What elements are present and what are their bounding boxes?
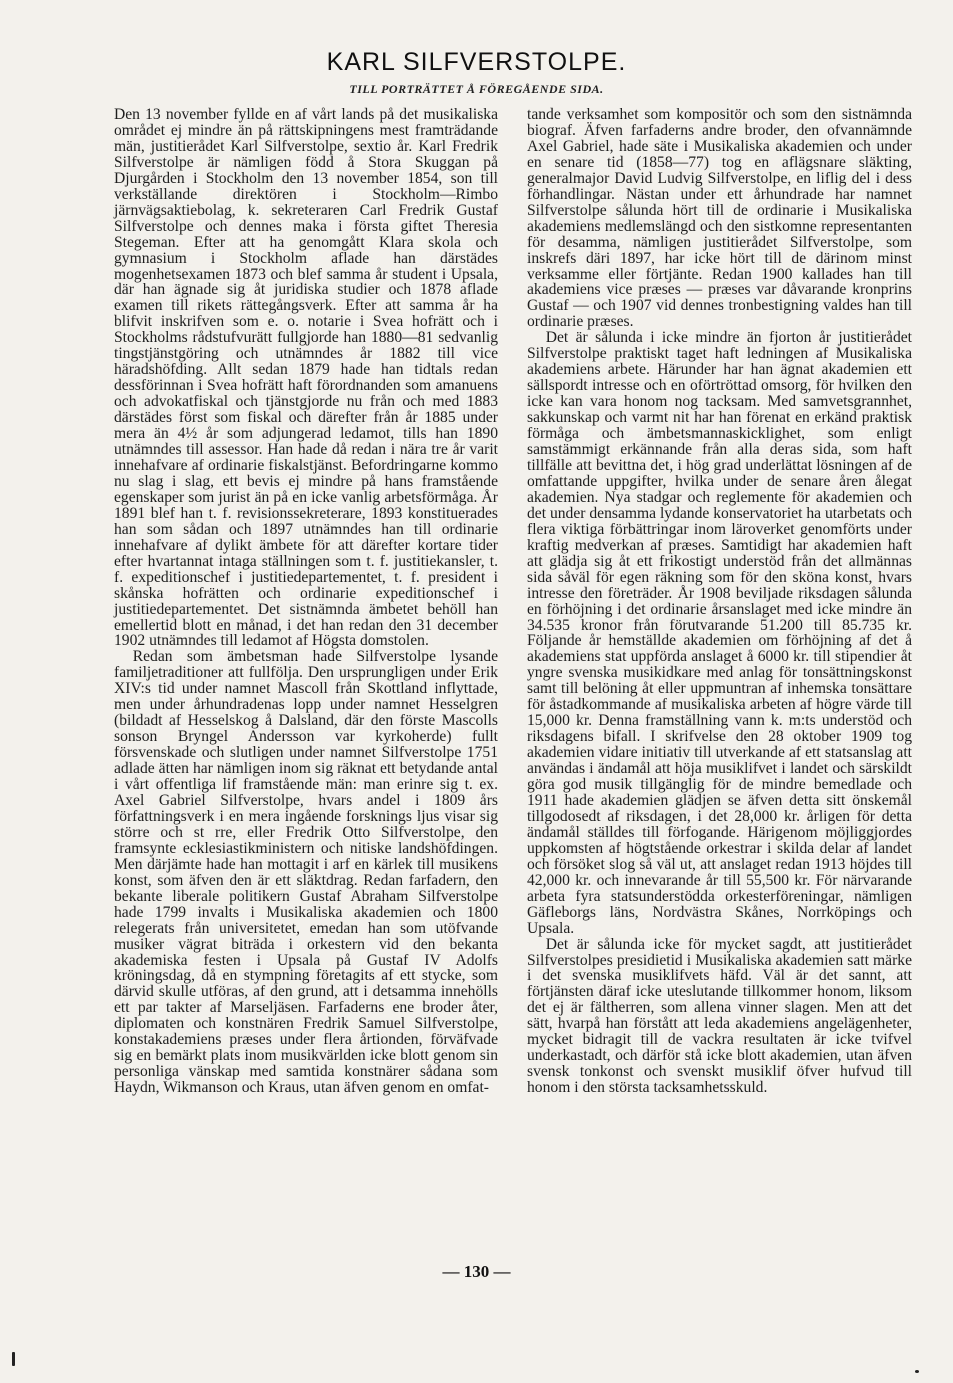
left-column [114, 107, 498, 1096]
print-speck [12, 1352, 15, 1366]
page-number: — 130 — [442, 1262, 511, 1281]
article-subtitle: TILL PORTRÄTTET Å FÖREGÅENDE SIDA. [349, 82, 604, 96]
right-column [527, 107, 912, 1096]
paragraph: Den 13 november fyllde en af vårt lands på det musikaliska området ej mindre än på rättskipningens mest framträdande män, justitierådet Karl Silfverstolpe, sextio år. Karl Fredrik Silfverstolpe är nämligen född å Stora Skuggan på Djurgården i Stockholm den 13 november 1854, son till verkställande direktören i Stockholm—Rimbo järnvägsaktiebolag, k. sekreteraren Carl Fredrik Gustaf Silfverstolpe och dennes maka i första giftet Theresia Stegeman. Efter att ha genomgått Klara skola och gymnasium i Stockholm aflade han därstädes mogenhetsexamen 1873 och blef samma år student i Upsala, där han ägnade sig åt juridiska studier och 1878 aflade examen till rikets rättegångsverk. Efter att samma år ha blifvit inskrifven som e. o. notarie i Svea hofrätt och i Stockholms rådstufvurätt fullgjorde han 1880—81 sedvanlig tingstjänstgöring och utnämndes år 1882 till vice häradshöfding. Allt sedan 1879 hade han tidtals redan dessförinnan i Svea hofrätt haft förordnanden som amanuens och advokatfiskal och tjänstgjorde nu från och med 1883 därstädes först som fiskal och därefter från år 1885 under mera än 4½ år som adjungerad ledamot, tills han 1890 utnämndes till assessor. Han hade då redan i nära tre år varit innehafvare af ordinarie fiskalstjänst. Befordringarne kommo nu slag i slag, ett bevis ej mindre på hans framstående egenskaper som jurist än på en icke vanlig arbetsförmåga. År 1891 blef han t. f. revisionssekreterare, 1893 konstituerades han som sådan och 1897 utnämndes han till ordinarie innehafvare af dylikt ämbete för att därefter kortare tider efter hvartannat intaga ställningen som t. f. justitiekansler, t. f. expeditionschef i justitiedepartementet, t. f. president i skånska hofrätten och ordinarie expeditionschef i justitiedepartementet. Det sistnämnda ämbetet behöll han emellertid blott en månad, i det han redan den 31 december 1902 utnämndes till ledamot af Högsta domstolen. [114, 106, 498, 650]
article-title: KARL SILFVERSTOLPE. [326, 48, 627, 76]
paragraph: Det är sålunda icke för mycket sagdt, att justitierådet Silfverstolpes presidietid i Musikaliska akademien satt märke i det svenska musiklifvets häfd. Väl är det sannt, att förtjänsten däraf icke uteslutande tillkommer honom, liksom det ej är fältherren, som allena vinner slagen. Men att det sätt, hvarpå han förstått att leda akademiens angelägenheter, mycket bidragit till de vackra resultaten är icke tvifvel underkastadt, och därför stå icke blott akademien, utan äfven svensk tonkonst och svenskt musiklif öfver hufvud till honom i den största tacksamhetsskuld. [527, 935, 912, 1097]
print-speck [915, 1370, 919, 1373]
paragraph: tande verksamhet som kompositör och som den sistnämnda biograf. Äfven farfaderns andre broder, den ofvannämnde Axel Gabriel, hade säte i Musikaliska akademien och under en senare tid (1858—77) tog en aflägsnare släkting, generalmajor David Ludvig Silfverstolpe, en liflig del i dess förhandlingar. Nästan under ett århundrade har namnet Silfverstolpe sålunda hört till de ordinarie i Musikaliska akademiens medlemslängd och den sistkomne representanten för desamma, nämligen justitierådet Silfverstolpe, som inskrefs däri 1897, har icke hört till de därinom minst verksamme eller förtjänte. Redan 1900 kallades han till akademiens vice præses — præses var dåvarande kronprins Gustaf — och 1907 vid dennes tronbestigning valdes han till ordinarie præses. [527, 106, 912, 331]
paragraph: Det är sålunda i icke mindre än fjorton år justitierådet Silfverstolpe praktiskt taget haft ledningen af Musikaliska akademiens arbete. Härunder har han ägnat akademien ett sällspordt intresse och en oförtröttad omsorg, för hvilken den icke kan vara honom nog tacksam. Med samvetsgrannhet, sakkunskap och varmt nit har han förenat en erkänd praktisk förmåga och ämbetsmannaskicklighet, som enligt samstämmigt erkännande från alla deras sida, som haft tillfälle att bevittna det, i hög grad underlättat lösningen af de omfattande uppgifter, hvilka under de senare åren ålegat akademien. Nya stadgar och reglemente för akademien och det under densamma lydande konservatoriet ha utarbetats och flera viktiga förbättringar inom läroverket genomförts under kraftig medverkan af præses. Samtidigt har akademien haft att glädja sig åt ett frikostigt understöd från det allmännas sida såväl för egen räkning som för den sköna konst, hvars intresse den företräder. År 1908 beviljade riksdagen sålunda en förhöjning i det ordinarie årsanslaget med icke mindre än 34.535 kronor från förutvarande 51.200 till 85.735 kr. Följande år hemställde akademien om förhöjning af det å akademiens stat uppförda anslaget å 6000 kr. till stipendier åt yngre svenska musikidkare med anlag för tonsättningskonst samt till belöning åt eller uppmuntran af inhemska tonsättare för åstadkommande af musikaliska arbeten af högre värde till 15,000 kr. Denna framställning vann k. m:ts understöd och riksdagens bifall. I skrifvelse den 28 oktober 1909 tog akademien vidare initiativ till utverkande af ett statsanslag att användas i ändamål att höja musiklifvet i landet och särskildt göra god musik tillgänglig för de mindre bemedlade och 1911 hade akademien glädjen se äfven detta sitt önskemål tillgodosedt af riksdagen, i det 28,000 kr. årligen för detta ändamål ställdes till förfogande. Härigenom möjliggjordes uppkomsten af högtstående orkestrar i skilda delar af landet och försöket slog så väl ut, att anslaget redan 1913 höjdes till 42,000 kr. och innevarande år till 55,500 kr. För närvarande arbeta fyra statsunderstödda orkesterföreningar, nämligen Gäfleborgs läns, Nordvästra Skånes, Norrköpings och Upsala. [527, 329, 912, 937]
paragraph: Redan som ämbetsman hade Silfverstolpe lysande familjetraditioner att fullfölja. Den ursprungligen under Erik XIV:s tid under namnet Mascoll från Skottland inflyttade, men under århundradenas lopp under namnet Hesselgren (bildadt af Hesselskog å Dalsland, där den förste Mascolls sonson Bryngel Andersson var kyrkoherde) fullt försvenskade och slutligen under namnet Silfverstolpe 1751 adlade ätten har nämligen inom sig räknat ett betydande antal i vårt offentliga lif framstående män: man erinre sig t. ex. Axel Gabriel Silfverstolpe, hvars andel i 1809 års författningsverk i en mera ingående forsknings ljus visar sig större och st rre, eller Fredrik Otto Silfverstolpe, den framsynte ecklesiastikministern och nitiske landshöfdingen. Men därjämte hade han mottagit i arf en kärlek till musikens konst, som äfven den är ett släktdrag. Redan farfadern, den bekante liberale politikern Gustaf Abraham Silfverstolpe hade 1799 invalts i Musikaliska akademien och 1800 relegerats från universitetet, emedan han som utöfvande musiker vägrat biträda i orkestern vid den bekanta akademiska festen i Upsala på Gustaf IV Adolfs kröningsdag, då en stympning företagits af ett stycke, som därvid skulle utföras, af den grund, att i detsamma innehölls ett par takter af Marseljäsen. Farfaderns ene broder åter, diplomaten och konstnären Fredrik Samuel Silfverstolpe, konstakademiens præses under flera årtionden, förväfvade sig en bemärkt plats inom musikvärlden icke blott genom sin personliga vänskap med samtida konstnärer sådana som Haydn, Wikmanson och Kraus, utan äfven genom en omfat- [114, 648, 498, 1097]
